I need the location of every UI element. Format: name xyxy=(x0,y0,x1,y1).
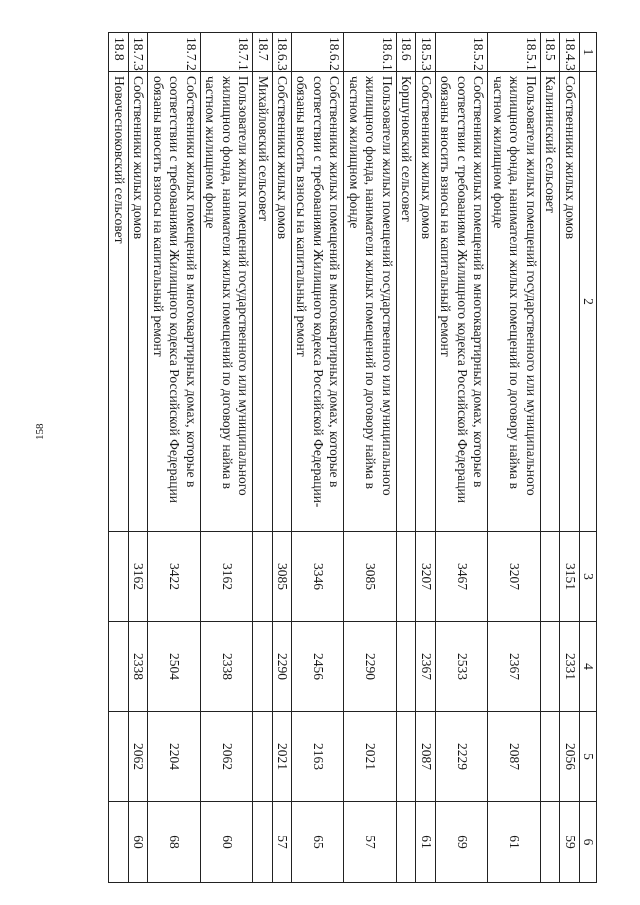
table-row xyxy=(488,33,540,883)
value-cell: 2087 xyxy=(416,712,435,802)
value-cell xyxy=(253,712,272,802)
value-cell: 2204 xyxy=(148,712,200,802)
row-name-cell: Собственники жилых домов xyxy=(416,72,435,532)
value-cell: 2338 xyxy=(200,622,252,712)
row-code-cell: 18.7.1 xyxy=(200,33,252,72)
value-cell: 2338 xyxy=(128,622,147,712)
value-cell: 57 xyxy=(344,802,396,883)
value-cell xyxy=(109,802,128,883)
value-cell xyxy=(396,622,415,712)
value-cell xyxy=(540,802,559,883)
value-cell: 2062 xyxy=(200,712,252,802)
value-cell: 2331 xyxy=(560,622,579,712)
value-cell: 2163 xyxy=(292,712,344,802)
value-cell: 3162 xyxy=(200,532,252,622)
header-cell: 2 xyxy=(579,72,596,532)
row-name-cell: Собственники жилых помещений в многоквартирных домах, которые в соответствии с требованиями Жилищного кодекса Российской Федерации-обязаны вносить взносы на капитальный ремонт xyxy=(292,72,344,532)
row-code-cell: 18.5.3 xyxy=(416,33,435,72)
row-name-cell: Коршуновский сельсовет xyxy=(396,72,415,532)
value-cell xyxy=(396,532,415,622)
value-cell xyxy=(109,532,128,622)
header-cell: 5 xyxy=(579,712,596,802)
value-cell: 2367 xyxy=(416,622,435,712)
value-cell: 61 xyxy=(488,802,540,883)
value-cell: 60 xyxy=(128,802,147,883)
row-name-cell: Собственники жилых помещений в многоквартирных домах, которые в соответствии с требованиями Жилищного кодекса Российской Федерации обязаны вносить взносы на капитальный ремонт xyxy=(435,72,487,532)
value-cell: 2062 xyxy=(128,712,147,802)
table-row xyxy=(396,33,415,883)
row-name-cell: Собственники жилых помещений в многоквартирных домах, которые в соответствии с требованиями Жилищного кодекса Российской Федерации обязаны вносить взносы на капитальный ремонт xyxy=(148,72,200,532)
table-row xyxy=(540,33,559,883)
value-cell xyxy=(540,532,559,622)
value-cell: 2021 xyxy=(344,712,396,802)
value-cell: 69 xyxy=(435,802,487,883)
page-number: 158 xyxy=(34,423,46,440)
table-row xyxy=(560,33,579,883)
row-code-cell: 18.6.3 xyxy=(272,33,291,72)
value-cell: 65 xyxy=(292,802,344,883)
row-code-cell: 18.6.2 xyxy=(292,33,344,72)
row-code-cell: 18.7.2 xyxy=(148,33,200,72)
row-name-cell: Собственники жилых домов xyxy=(128,72,147,532)
value-cell: 61 xyxy=(416,802,435,883)
table-row xyxy=(109,33,128,883)
value-cell: 2533 xyxy=(435,622,487,712)
value-cell: 57 xyxy=(272,802,291,883)
value-cell xyxy=(109,622,128,712)
row-name-cell: Собственники жилых домов xyxy=(560,72,579,532)
tariff-table xyxy=(108,32,597,883)
table-row xyxy=(148,33,200,883)
value-cell: 2229 xyxy=(435,712,487,802)
table-row xyxy=(292,33,344,883)
header-cell: 6 xyxy=(579,802,596,883)
row-code-cell: 18.7.3 xyxy=(128,33,147,72)
value-cell xyxy=(109,712,128,802)
value-cell xyxy=(253,532,272,622)
table-row xyxy=(435,33,487,883)
row-name-cell: Пользователи жилых помещений государственного или муниципального жилищного фонда, наниматели жилых помещений по договору найма в частном жилищном фонде xyxy=(344,72,396,532)
header-cell: 4 xyxy=(579,622,596,712)
value-cell: 3162 xyxy=(128,532,147,622)
table-row xyxy=(253,33,272,883)
row-code-cell: 18.6.1 xyxy=(344,33,396,72)
value-cell: 59 xyxy=(560,802,579,883)
value-cell: 2290 xyxy=(272,622,291,712)
value-cell: 2056 xyxy=(560,712,579,802)
value-cell: 3151 xyxy=(560,532,579,622)
row-code-cell: 18.5.1 xyxy=(488,33,540,72)
row-code-cell: 18.5 xyxy=(540,33,559,72)
row-name-cell: Пользователи жилых помещений государственного или муниципального жилищного фонда, наниматели жилых помещений по договору найма в частном жилищном фонде xyxy=(488,72,540,532)
rotated-table-container xyxy=(108,32,597,883)
value-cell: 3207 xyxy=(416,532,435,622)
value-cell xyxy=(253,622,272,712)
header-row xyxy=(579,33,596,883)
table-row xyxy=(272,33,291,883)
value-cell: 2504 xyxy=(148,622,200,712)
value-cell: 3085 xyxy=(272,532,291,622)
value-cell: 2290 xyxy=(344,622,396,712)
value-cell: 2021 xyxy=(272,712,291,802)
value-cell: 3207 xyxy=(488,532,540,622)
row-code-cell: 18.7 xyxy=(253,33,272,72)
row-name-cell: Новочесноковский сельсовет xyxy=(109,72,128,532)
value-cell: 68 xyxy=(148,802,200,883)
value-cell: 2367 xyxy=(488,622,540,712)
value-cell xyxy=(540,622,559,712)
row-code-cell: 18.5.2 xyxy=(435,33,487,72)
table-row xyxy=(416,33,435,883)
value-cell: 60 xyxy=(200,802,252,883)
row-name-cell: Калининский сельсовет xyxy=(540,72,559,532)
value-cell: 2087 xyxy=(488,712,540,802)
row-code-cell: 18.6 xyxy=(396,33,415,72)
header-cell: 1 xyxy=(579,33,596,72)
value-cell: 2456 xyxy=(292,622,344,712)
row-code-cell: 18.8 xyxy=(109,33,128,72)
value-cell xyxy=(540,712,559,802)
row-code-cell: 18.4.3 xyxy=(560,33,579,72)
header-cell: 3 xyxy=(579,532,596,622)
value-cell: 3085 xyxy=(344,532,396,622)
value-cell xyxy=(396,802,415,883)
value-cell: 3346 xyxy=(292,532,344,622)
row-name-cell: Собственники жилых домов xyxy=(272,72,291,532)
row-name-cell: Михайловский сельсовет xyxy=(253,72,272,532)
value-cell xyxy=(253,802,272,883)
table-row xyxy=(200,33,252,883)
row-name-cell: Пользователи жилых помещений государственного или муниципального жилищного фонда, наниматели жилых помещений по договору найма в частном жилищном фонде xyxy=(200,72,252,532)
table-row xyxy=(128,33,147,883)
table-row xyxy=(344,33,396,883)
value-cell: 3467 xyxy=(435,532,487,622)
value-cell xyxy=(396,712,415,802)
value-cell: 3422 xyxy=(148,532,200,622)
